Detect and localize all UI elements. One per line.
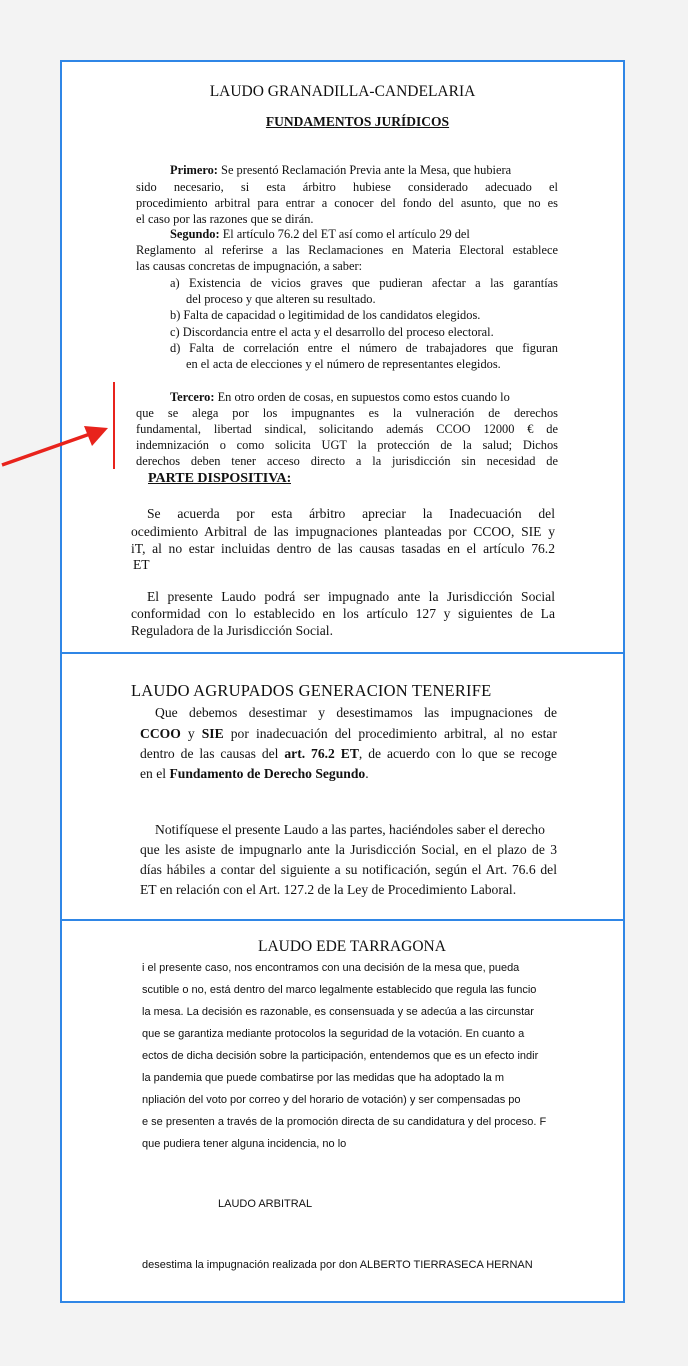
paragraph-line: fundamental, libertad sindical, solicitando además CCOO 12000 € de [136,422,558,436]
paragraph-line: sido necesario, si esta árbitro hubiese considerado adecuado el [136,180,558,194]
paragraph-line: desestima la impugnación realizada por don ALBERTO TIERRASECA HERNAN [142,1259,533,1271]
paragraph-line: ET en relación con el Art. 127.2 de la Ley de Procedimiento Laboral. [140,882,517,897]
paragraph-text: En otro orden de cosas, en supuestos como estos cuando lo [217,390,510,404]
paragraph-line [140,766,369,782]
red-marker-line [113,382,115,469]
paragraph-line: i el presente caso, nos encontramos con una decisión de la mesa que, pueda [142,962,520,974]
paragraph-line [170,390,510,405]
paragraph-line: la mesa. La decisión es razonable, es consensuada y se adecúa a las circunstar [142,1006,534,1018]
paragraph-lead: Tercero: [170,390,215,404]
bold-term: SIE [201,726,224,741]
paragraph-text: y [180,726,202,741]
paragraph-line: que les asiste de impugnarlo ante la Jurisdicción Social, en el plazo de 3 [140,842,557,857]
paragraph-line: que se alega por los impugnantes es la vulneración de derechos [136,406,558,420]
paragraph-line: scutible o no, está dentro del marco legalmente establecido que regula las funcio [142,984,537,996]
paragraph-line: El presente Laudo podrá ser impugnado ante la Jurisdicción Social [147,589,555,604]
paragraph-line [140,746,557,762]
paragraph-text: dentro de las causas del [140,746,285,761]
paragraph-line [170,163,511,178]
section-heading: LAUDO ARBITRAL [218,1198,313,1210]
paragraph-line: Se acuerda por esta árbitro apreciar la Inadecuación del [147,506,555,521]
paragraph-line: las causas concretas de impugnación, a saber: [136,259,363,273]
paragraph-line: el caso por las razones que se dirán. [136,212,314,226]
doc-title: LAUDO AGRUPADOS GENERACION TENERIFE [131,681,492,700]
paragraph-line: indemnización o como solicita UGT la protección de la salud; Dichos [136,438,558,452]
paragraph-text: El artículo 76.2 del ET así como el artículo 29 del [222,227,470,241]
paragraph-line: que se garantiza mediante protocolos la seguridad de la votación. En cuanto a [142,1028,525,1040]
paragraph-line: iT, al no estar incluidas dentro de las causas tasadas en el artículo 76.2 [131,541,555,556]
paragraph-line: Reglamento al referirse a las Reclamaciones en Materia Electoral establece [136,243,558,257]
paragraph-line: Que debemos desestimar y desestimamos las impugnaciones de [155,705,557,720]
bold-term: art. 76.2 ET [284,746,359,761]
paragraph-line [170,227,470,242]
paragraph-line: derechos deben tener acceso directo a la jurisdicción sin necesidad de [136,454,558,468]
paragraph-text: por inadecuación del procedimiento arbitral, al no estar [223,726,557,741]
paragraph-line: conformidad con lo establecido en los artículo 127 y siguientes de La [131,606,555,621]
paragraph-line: ocedimiento Arbitral de las impugnaciones planteadas por CCOO, SIE y [131,524,555,539]
paragraph-text: , de acuerdo con lo que se recoge [358,746,557,761]
paragraph-line: la pandemia que puede combatirse por las medidas que ha adoptado la m [142,1072,505,1084]
bold-term: CCOO [140,726,181,741]
paragraph-text: . [365,766,369,781]
paragraph-line: Notifíquese el presente Laudo a las partes, haciéndoles saber el derecho [155,822,545,837]
doc-subtitle: FUNDAMENTOS JURÍDICOS [265,114,450,129]
section-divider [60,919,625,921]
paragraph-line: Reguladora de la Jurisdicción Social. [131,623,333,638]
paragraph-line: que pudiera tener alguna incidencia, no lo [142,1138,347,1150]
paragraph-lead: Segundo: [170,227,220,241]
doc-title: LAUDO EDE TARRAGONA [258,938,446,955]
list-item: a) Existencia de vicios graves que pudieran afectar a las garantías [170,276,558,290]
doc-title: LAUDO GRANADILLA-CANDELARIA [209,83,476,100]
paragraph-line: ET [133,557,150,572]
paragraph-text: en el [140,766,170,781]
paragraph-line: npliación del voto por correo y del horario de votación) y ser compensadas po [142,1094,521,1106]
bold-term: Fundamento de Derecho Segundo [169,766,366,781]
list-item: en el acta de elecciones y el número de representantes elegidos. [186,357,501,371]
section-heading: PARTE DISPOSITIVA: [148,471,292,486]
list-item: del proceso y que alteren su resultado. [186,292,376,306]
list-item: b) Falta de capacidad o legitimidad de los candidatos elegidos. [170,308,481,322]
paragraph-lead: Primero: [170,163,218,177]
red-arrow-icon [0,420,112,470]
paragraph-line: procedimiento arbitral para entrar a conocer del fondo del asunto, que no es [136,196,558,210]
paragraph-line [140,726,557,742]
paragraph-line: ectos de dicha decisión sobre la participación, entendemos que es un efecto indir [142,1050,539,1062]
paragraph-text: Se presentó Reclamación Previa ante la Mesa, que hubiera [221,163,512,177]
paragraph-line: días hábiles a contar del siguiente a su notificación, según el Art. 76.6 del [140,862,557,877]
paragraph-line: e se presenten a través de la promoción directa de su candidatura y del proceso. F [142,1116,547,1128]
list-item: c) Discordancia entre el acta y el desarrollo del proceso electoral. [170,325,494,339]
list-item: d) Falta de correlación entre el número de trabajadores que figuran [170,341,558,355]
section-divider [60,652,625,654]
